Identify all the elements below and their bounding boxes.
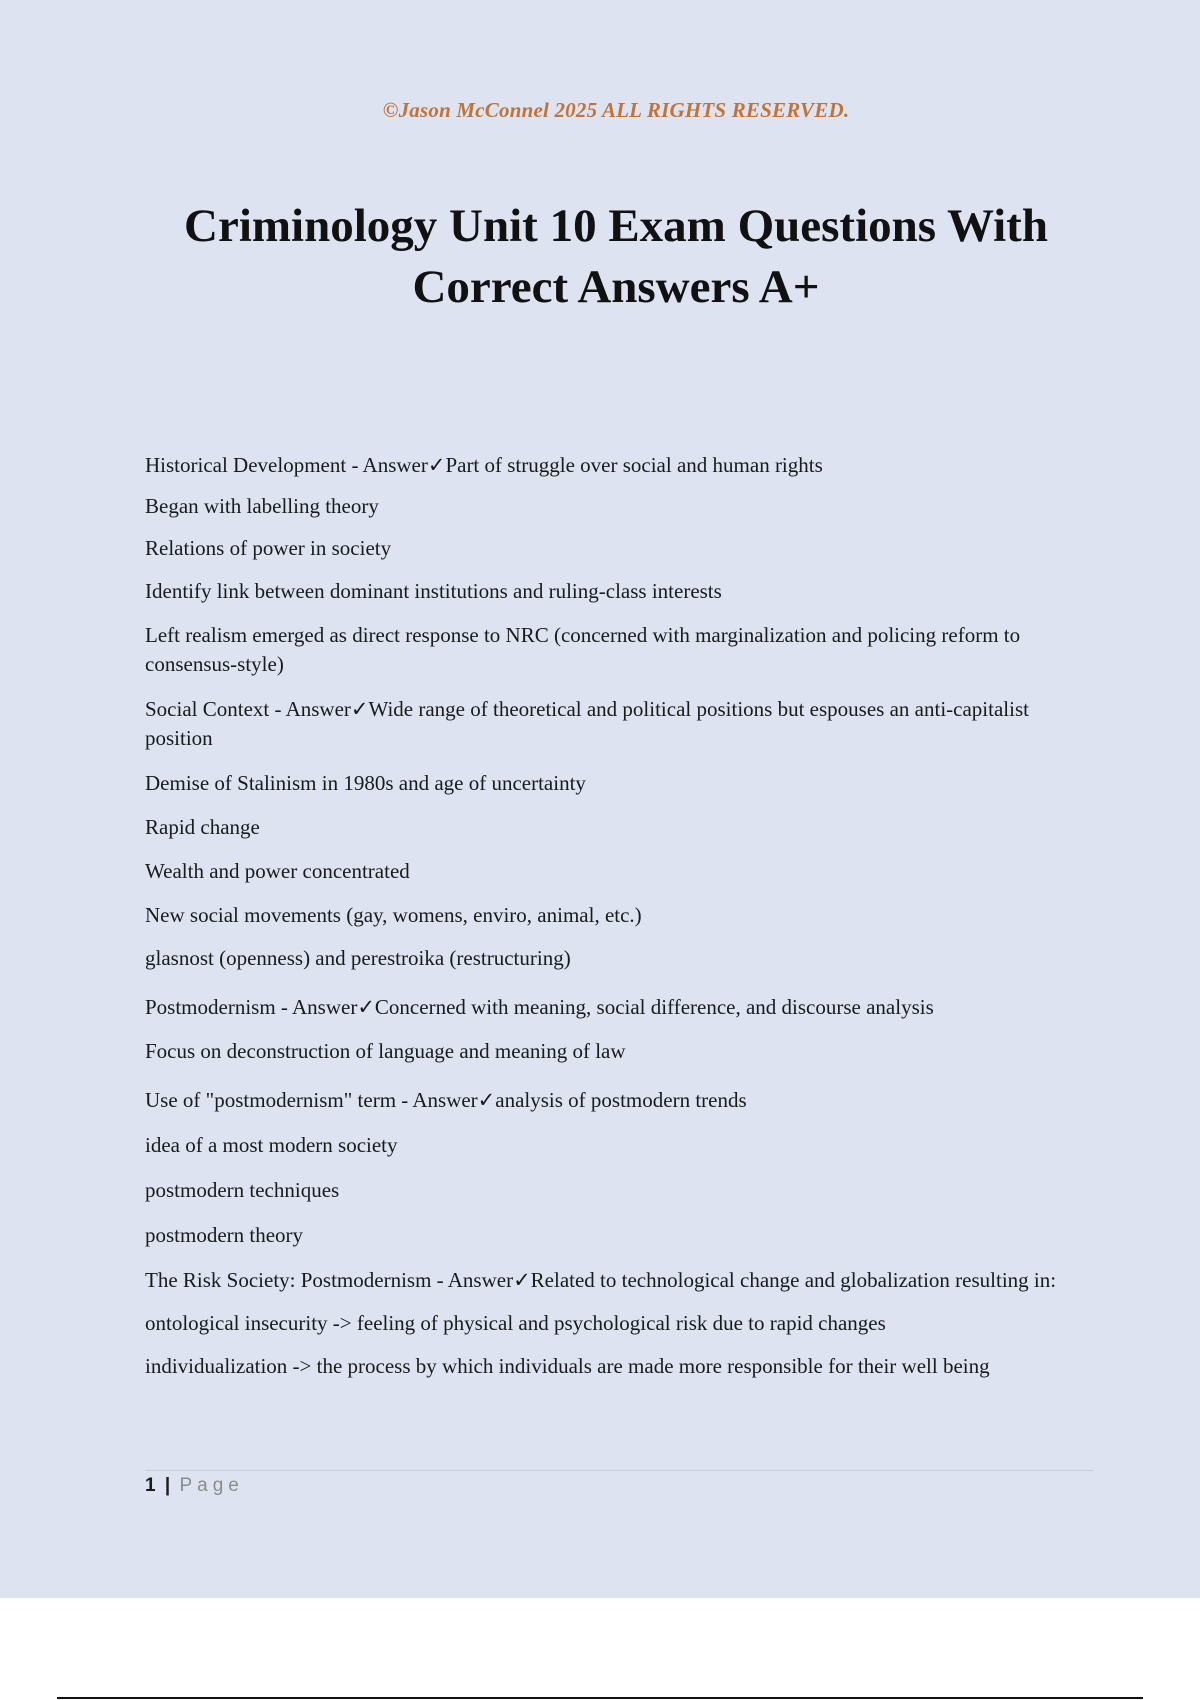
paragraph: postmodern techniques xyxy=(145,1178,340,1202)
paragraph: Focus on deconstruction of language and meaning of law xyxy=(145,1039,626,1063)
paragraph: Use of "postmodernism" term - Answer✓analysis of postmodern trends xyxy=(145,1088,747,1112)
paragraph: glasnost (openness) and perestroika (restructuring) xyxy=(145,946,571,970)
page-number: 1 xyxy=(145,1475,156,1496)
paragraph: individualization -> the process by which individuals are made more responsible for their well being xyxy=(145,1354,990,1378)
paragraph: Relations of power in society xyxy=(145,536,392,560)
paragraph: Began with labelling theory xyxy=(145,494,379,518)
document-body xyxy=(145,451,1090,1381)
paragraph: Left realism emerged as direct response to NRC (concerned with marginalization and policing reform to consensus-style) xyxy=(145,623,1021,676)
paragraph: ontological insecurity -> feeling of physical and psychological risk due to rapid changes xyxy=(145,1311,886,1335)
paragraph: postmodern theory xyxy=(145,1223,304,1247)
page-footer xyxy=(145,1474,244,1498)
paragraph: Identify link between dominant institutions and ruling-class interests xyxy=(145,579,722,603)
paragraph: Demise of Stalinism in 1980s and age of uncertainty xyxy=(145,771,586,795)
document-title: Criminology Unit 10 Exam Questions With Correct Answers A+ xyxy=(184,200,1048,313)
paragraph: Wealth and power concentrated xyxy=(145,859,410,883)
paragraph: The Risk Society: Postmodernism - Answer✓Related to technological change and globalization resulting in: xyxy=(145,1268,1057,1292)
paragraph: idea of a most modern society xyxy=(145,1133,398,1157)
page-separator: | xyxy=(164,1475,171,1496)
copyright-notice: ©Jason McConnel 2025 ALL RIGHTS RESERVED. xyxy=(382,98,850,122)
footer-divider xyxy=(145,1470,1093,1471)
paragraph: Social Context - Answer✓Wide range of theoretical and political positions but espouses an anti-capitalist position xyxy=(145,697,1029,750)
paragraph: Historical Development - Answer✓Part of struggle over social and human rights xyxy=(145,453,823,477)
paragraph: New social movements (gay, womens, enviro, animal, etc.) xyxy=(145,903,642,927)
bottom-divider xyxy=(57,1697,1143,1699)
paragraph: Rapid change xyxy=(145,815,260,839)
paragraph: Postmodernism - Answer✓Concerned with meaning, social difference, and discourse analysis xyxy=(145,995,934,1019)
page-label: Page xyxy=(179,1475,244,1496)
